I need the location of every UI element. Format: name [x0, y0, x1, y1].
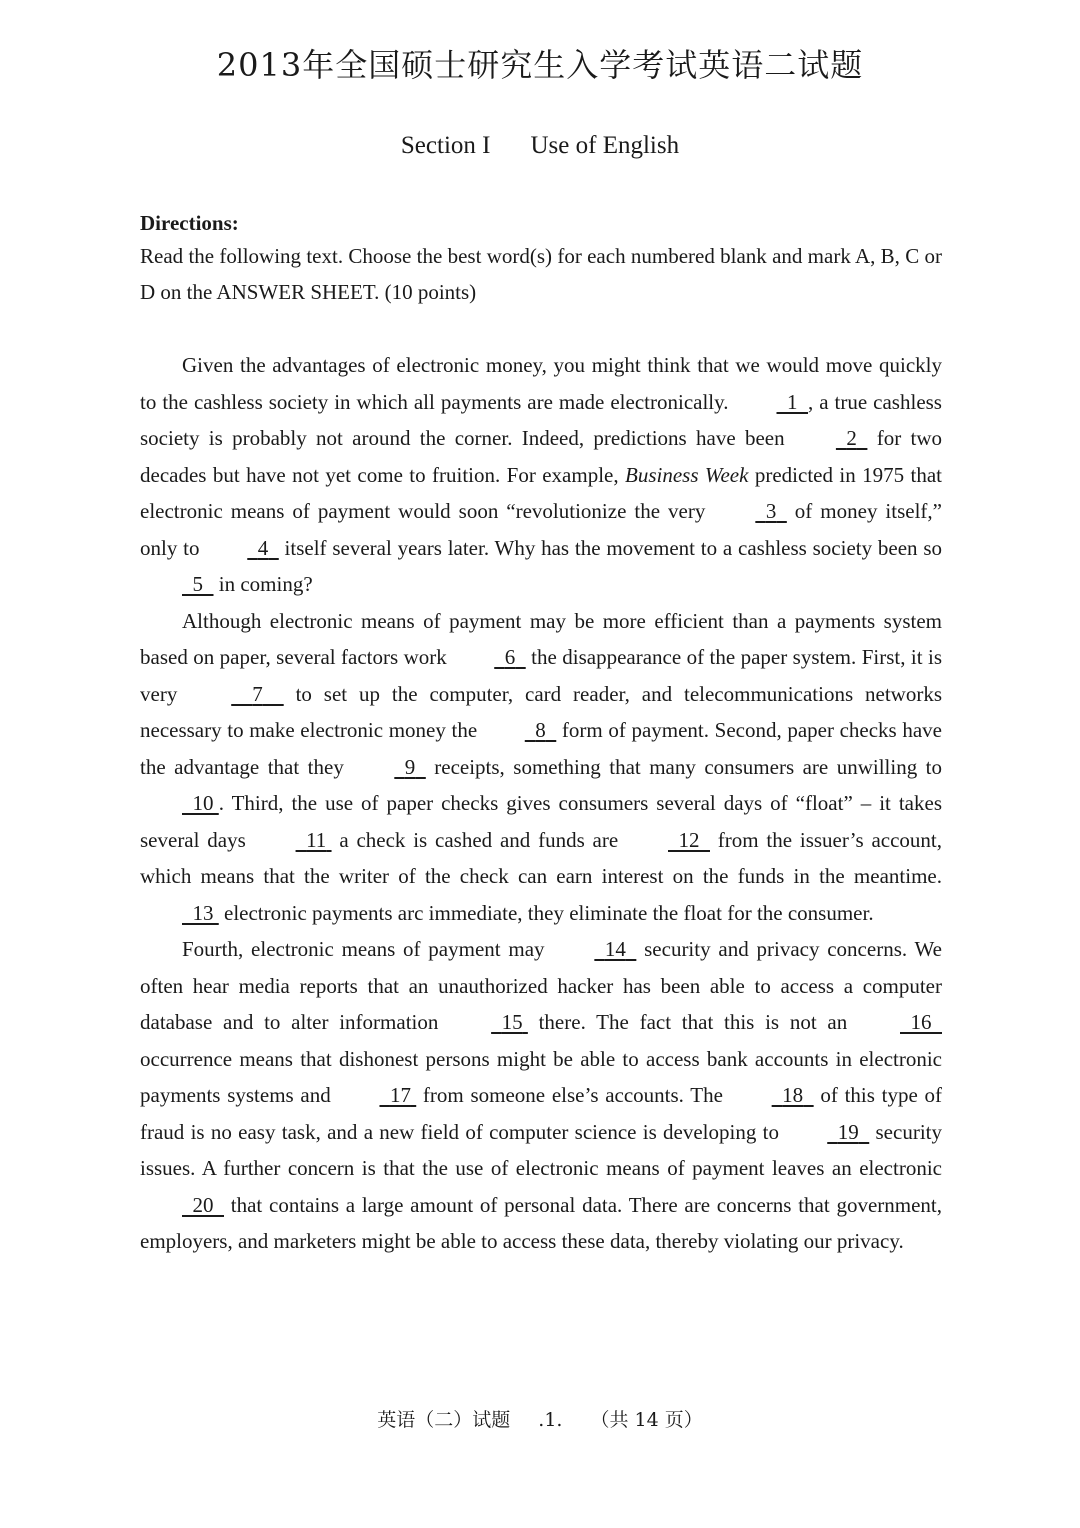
passage-text: Given the advantages of electronic money, you might think that we would move quickly to the cashless society in which all payments are made electronically. — [140, 353, 942, 414]
passage-text: for two decades but have not yet come to fruition. For example, — [140, 426, 942, 487]
passage-text: security and privacy concerns. We often hear media reports that an unauthorized hacker has been able to access a computer database and to alter information — [140, 937, 942, 1034]
blank-15: 15 — [501, 1010, 523, 1034]
passage-text: , a true cashless society is probably not around the corner. Indeed, predictions have been — [140, 389, 942, 450]
passage-text: Although electronic means of payment may be more efficient than a payments system based on paper, several factors work — [140, 608, 942, 669]
passage-text: from someone else’s accounts. The — [416, 1083, 730, 1107]
blank-9: 9 — [404, 754, 416, 779]
passage-text: Fourth, electronic means of payment may — [182, 937, 553, 961]
paragraph-3 — [140, 931, 942, 1260]
blank-20: 20 — [192, 1192, 214, 1217]
blank-1: 1 — [787, 389, 798, 414]
directions-label: Directions: — [140, 211, 239, 235]
blank-5: 5 — [192, 572, 203, 596]
blank-18: 18 — [782, 1083, 804, 1107]
passage-text: security issues. A further concern is that the use of electronic means of payment leaves an electronic — [140, 1119, 942, 1180]
passage-text: electronic payments arc immediate, they eliminate the float for the consumer. — [218, 900, 874, 925]
blank-16: 16 — [910, 1010, 932, 1034]
passage-text: the disappearance of the paper system. First, it is very — [140, 645, 942, 706]
blank-19: 19 — [837, 1119, 859, 1144]
passage-text: form of payment. Second, paper checks have the advantage that they — [140, 718, 942, 779]
passage-text: . Third, the use of paper checks gives consumers several days of “float” – it takes several days — [140, 791, 942, 852]
passage-text: that contains a large amount of personal data. There are concerns that government, employers, and marketers might be able to access these data, thereby violating our privacy. — [140, 1192, 942, 1253]
passage-text: occurrence means that dishonest persons might be able to access bank accounts in electronic payments systems and — [140, 1046, 942, 1107]
blank-14: 14 — [604, 937, 626, 961]
passage-text: of this type of fraud is no easy task, and a new field of computer science is developing to — [140, 1083, 942, 1144]
blank-12: 12 — [678, 827, 700, 852]
passage-text: of money itself,” only to — [140, 499, 942, 560]
blank-2: 2 — [846, 426, 857, 450]
section-heading — [0, 132, 1080, 160]
blank-17: 17 — [389, 1083, 411, 1107]
section-number: Section I — [400, 132, 491, 159]
passage-text: itself several years later. Why has the movement to a cashless society been so — [278, 535, 943, 560]
blank-10: 10 — [192, 791, 214, 815]
directions-text: Read the following text. Choose the best word(s) for each numbered blank and mark A, B, C or D on the ANSWER SHEET. (10 points) — [140, 244, 942, 304]
blank-7: 7 — [252, 681, 263, 706]
italic-publication-name: Business Week — [625, 462, 749, 487]
passage-text: to set up the computer, card reader, and telecommunications networks necessary to make electronic money the — [140, 681, 942, 742]
passage-text: there. The fact that this is not an — [527, 1010, 858, 1034]
blank-13: 13 — [192, 900, 214, 925]
paragraph-2 — [140, 603, 942, 932]
passage-text: from the issuer’s account, which means that the writer of the check can earn interest on the funds in the meantime. — [140, 827, 942, 888]
blank-11: 11 — [306, 827, 327, 852]
exam-title: 2013年全国硕士研究生入学考试英语二试题 — [216, 46, 864, 84]
section-name: Use of English — [530, 132, 680, 159]
passage-text: receipts, something that many consumers are unwilling to — [425, 754, 943, 779]
page-total: （共 14 页） — [590, 1409, 703, 1431]
passage-text: predicted in 1975 that electronic means of payment would soon “revolutionize the very — [140, 462, 942, 523]
passage-text: a check is cashed and funds are — [331, 827, 626, 852]
blank-3: 3 — [765, 499, 777, 523]
blank-6: 6 — [504, 645, 516, 669]
passage-text: in coming? — [213, 572, 313, 596]
page-footer — [0, 1405, 1080, 1432]
blank-4: 4 — [257, 535, 269, 560]
cloze-passage — [140, 347, 942, 1260]
blank-8: 8 — [535, 718, 546, 742]
footer-label: 英语（二）试题 — [377, 1409, 511, 1431]
page-number: .1. — [538, 1409, 563, 1431]
paragraph-1 — [140, 347, 942, 603]
